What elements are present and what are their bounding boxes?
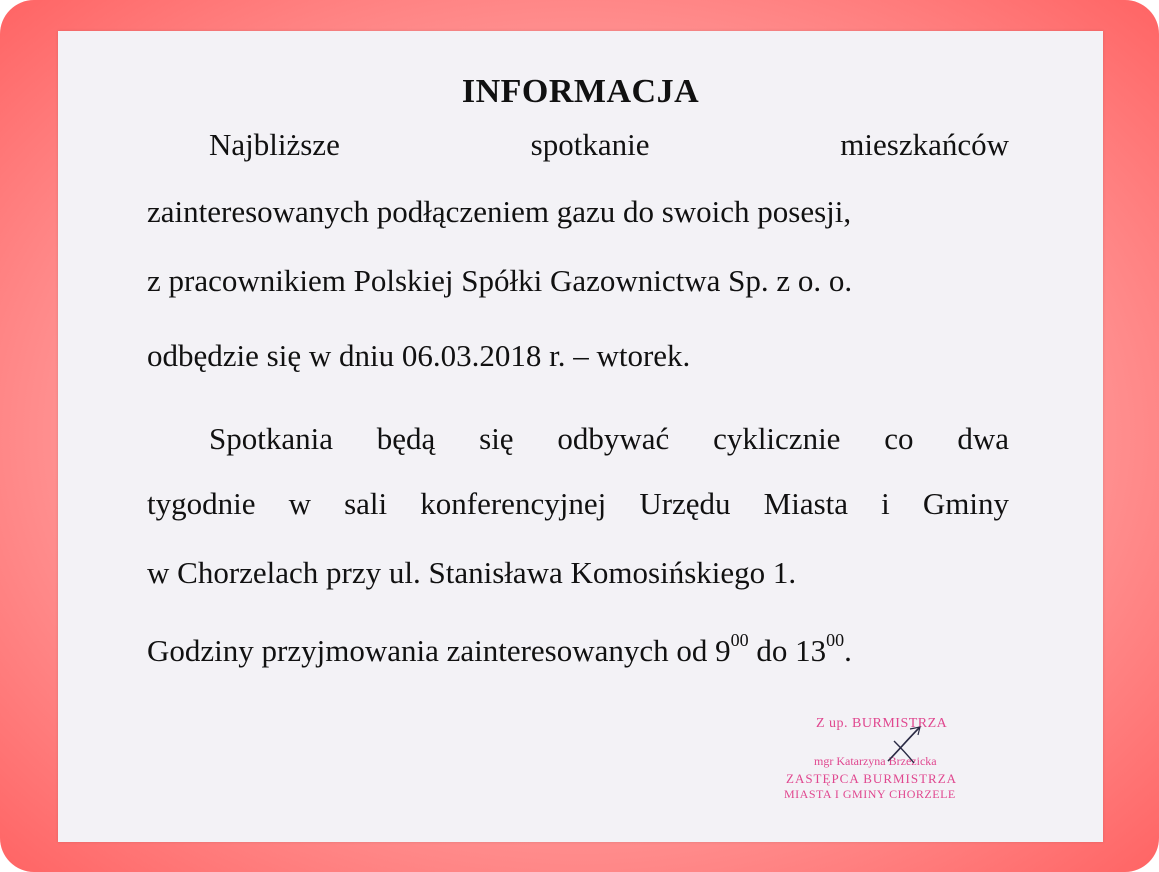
hours-suffix: . xyxy=(844,633,852,668)
hours-to-minutes: 00 xyxy=(826,629,845,650)
word: sali xyxy=(344,486,388,521)
word: dwa xyxy=(957,421,1009,456)
paragraph2-line3: w Chorzelach przy ul. Stanisława Komosińskiego 1. xyxy=(147,555,797,590)
office-hours xyxy=(147,629,1009,669)
word: mieszkańców xyxy=(840,127,1009,162)
paragraph1-line2: zainteresowanych podłączeniem gazu do swoich posesji, xyxy=(147,194,852,229)
word: spotkanie xyxy=(530,127,650,162)
word: odbywać xyxy=(557,421,670,456)
stamp-authority: Z up. BURMISTRZA xyxy=(816,716,948,731)
paragraph1-line1 xyxy=(147,127,1009,163)
word: konferencyjnej xyxy=(420,486,607,521)
signature-mark xyxy=(880,723,930,767)
paragraph1-line3: z pracownikiem Polskiej Spółki Gazownictwa Sp. z o. o. xyxy=(147,263,853,298)
hours-prefix: Godziny przyjmowania zainteresowanych od 9 xyxy=(147,633,731,668)
word: w xyxy=(288,486,311,521)
document-page xyxy=(58,31,1103,842)
paragraph2-line1 xyxy=(147,421,1009,457)
word: Gminy xyxy=(922,486,1009,521)
word: co xyxy=(884,421,914,456)
stamp-name: mgr Katarzyna Brzezicka xyxy=(814,754,937,768)
word: będą xyxy=(376,421,436,456)
paragraph1-line4: odbędzie się w dniu 06.03.2018 r. – wtorek. xyxy=(147,338,691,373)
document-title: INFORMACJA xyxy=(461,73,700,110)
word: cyklicznie xyxy=(713,421,841,456)
word: się xyxy=(479,421,514,456)
word: tygodnie xyxy=(147,486,256,521)
hours-middle: do 13 xyxy=(748,633,827,668)
stamp-office: MIASTA I GMINY CHORZELE xyxy=(784,787,956,801)
word: Miasta xyxy=(763,486,849,521)
word: Najbliższe xyxy=(209,127,340,162)
stamp-role: ZASTĘPCA BURMISTRZA xyxy=(786,771,958,786)
word: Urzędu xyxy=(639,486,731,521)
word: Spotkania xyxy=(209,421,333,456)
hours-from-minutes: 00 xyxy=(730,629,749,650)
word: i xyxy=(881,486,890,521)
paragraph2-line2 xyxy=(147,486,1009,522)
